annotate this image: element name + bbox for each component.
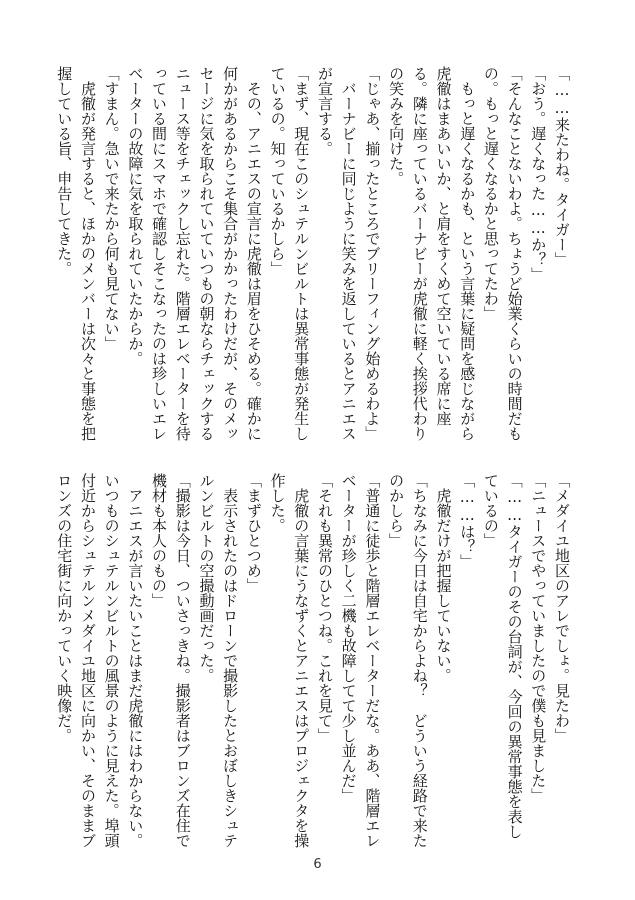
top-line-7: 「まず、現在このシュテルンビルトは異常事態が発生しているの。知っているかしら」	[268, 66, 311, 441]
top-line-4: もっと遅くなるかも、という言葉に疑問を感じながら虎徹はまあいいか、と肩をすくめて空いている席に座る。隣に座っているバーナビーが虎徹に軽く挨拶代わりの笑みを向けた。	[387, 66, 477, 441]
bottom-line-9: 虎徹の言葉にうなずくとアニエスはプロジェクタを操作した。	[268, 473, 311, 848]
top-line-2: 「おう。遅くなった……か？」	[529, 66, 548, 282]
bottom-line-3: 「……タイガーのその台詞が、今回の異常事態を表しているの」	[481, 473, 524, 839]
top-line-3: 「そんなことないわよ。ちょうど始業くらいの時間だもの。もっと遅くなるかと思ってたわ」	[481, 66, 524, 441]
bottom-line-12: 「撮影は今日、ついさっきね。撮影者はブロンズ在住で機材も本人のもの」	[150, 473, 192, 848]
bottom-line-7: 「普通に徒歩と階層エレベーターだな。ああ、階層エレベーターが珍しく二機も故障してて少し並んだ」	[339, 473, 382, 848]
top-line-8: その、アニエスの宣言に虎徹は眉をひそめる。確かに何かがあるからこそ集合がかかったわけだが、そのメッセージに気を取られていていつもの朝ならチェックするニュース等をチェックし忘れた。階層エレベーターを待っている間にスマホで確認しそこなったのは珍しいエレベーターの故障に気を取られていたからか。	[126, 66, 263, 441]
bottom-line-6: 「ちなみに今日は自宅からよね？ どういう経路で来たのかしら」	[387, 473, 429, 848]
top-line-1: 「……来たわね。タイガー」	[553, 66, 571, 267]
bottom-line-11: 表示されたのはドローンで撮影したとおぼしきシュテルンビルトの空撮動画だった。	[197, 473, 240, 848]
bottom-line-1: 「メダイユ地区のアレでしょ。見たわ」	[553, 473, 571, 743]
top-line-10: 虎徹が発言すると、ほかのメンバーは次々と事態を把握している旨、申告してきた。	[55, 66, 97, 441]
bottom-line-10: 「まずひとつめ」	[244, 473, 263, 593]
bottom-line-2: 「ニュースでやっていましたので僕も見ました」	[529, 473, 548, 803]
top-line-6: バーナビーに同じように笑みを返しているとアニエスが宣言する。	[315, 66, 358, 441]
top-line-5: 「じゃあ、揃ったところでブリーフィング始めるわよ」	[363, 66, 382, 441]
top-text-column	[53, 66, 573, 444]
bottom-line-5: 虎徹だけが把握していない。	[434, 473, 453, 683]
bottom-text-column	[53, 473, 573, 851]
top-line-9: 「すまん。急いで来たから何も見てない」	[102, 66, 121, 351]
page-number: 6	[313, 857, 322, 872]
bottom-line-13: アニエスが言いたいことはまだ虎徹にはわからない。いつものシュテルンビルトの風景のように見えた。埠頭付近からシュテルンメダイユ地区に向かい、そのままブロンズの住宅街に向かっていく映像だ。	[55, 473, 145, 848]
bottom-line-4: 「……は？」	[458, 473, 477, 569]
bottom-line-8: 「それも異常のひとつね。これを見て」	[315, 473, 334, 743]
